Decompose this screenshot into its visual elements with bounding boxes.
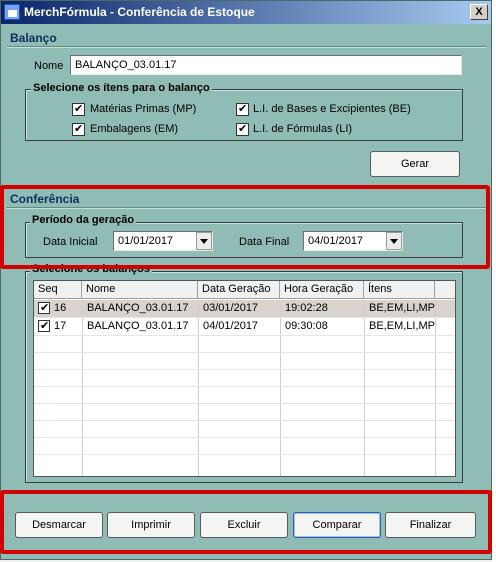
li-checkbox[interactable] bbox=[236, 123, 249, 136]
desmarcar-label: Desmarcar bbox=[32, 519, 86, 531]
grid-line bbox=[34, 420, 455, 421]
grid-line bbox=[34, 369, 455, 370]
grid-header bbox=[34, 281, 455, 299]
grid-line bbox=[198, 300, 199, 476]
row-hora: 09:30:08 bbox=[285, 320, 328, 332]
buttons-highlight-box bbox=[0, 490, 492, 554]
grid-line bbox=[34, 352, 455, 353]
balanco-header: Balanço bbox=[10, 31, 57, 45]
col-itens-header[interactable]: Ítens bbox=[364, 281, 435, 299]
periodo-group-title: Período da geração bbox=[32, 214, 135, 226]
col-hora-header[interactable]: Hora Geração bbox=[280, 281, 364, 299]
row-itens: BE,EM,LI,MP bbox=[369, 302, 436, 314]
row-nome: BALANÇO_03.01.17 bbox=[87, 302, 189, 314]
em-label: Embalagens (EM) bbox=[90, 123, 179, 135]
col-nome-header[interactable]: Nome bbox=[82, 281, 198, 299]
mp-label: Matérias Primas (MP) bbox=[90, 103, 197, 115]
row-seq: 16 bbox=[54, 302, 67, 314]
title-bar[interactable] bbox=[1, 1, 491, 24]
app-icon bbox=[4, 4, 20, 20]
grid-line bbox=[34, 454, 455, 455]
data-inicial-value: 01/01/2017 bbox=[118, 235, 174, 247]
row-checkbox[interactable] bbox=[38, 320, 50, 332]
data-final-label: Data Final bbox=[239, 236, 290, 248]
excluir-label: Excluir bbox=[227, 519, 261, 531]
gerar-label: Gerar bbox=[400, 158, 430, 170]
row-checkbox[interactable] bbox=[38, 302, 50, 314]
conferencia-header: Conferência bbox=[10, 192, 80, 206]
balanco-divider bbox=[7, 46, 487, 48]
nome-input[interactable]: BALANÇO_03.01.17 bbox=[70, 55, 462, 75]
finalizar-label: Finalizar bbox=[409, 519, 452, 531]
data-inicial-label: Data Inicial bbox=[43, 236, 98, 248]
window-title: MerchFórmula - Conferência de Estoque bbox=[24, 5, 255, 19]
row-nome: BALANÇO_03.01.17 bbox=[87, 320, 189, 332]
grid-line bbox=[34, 403, 455, 404]
grid-line bbox=[435, 300, 436, 476]
imprimir-label: Imprimir bbox=[131, 519, 171, 531]
grid-line bbox=[34, 317, 455, 318]
li-label: L.I. de Fórmulas (LI) bbox=[253, 123, 353, 135]
balancos-group-title: Selecione os balanços bbox=[32, 263, 150, 275]
be-label: L.I. de Bases e Excipientes (BE) bbox=[253, 103, 411, 115]
data-final-value: 04/01/2017 bbox=[308, 235, 364, 247]
items-group-title: Selecione os ítens para o balanço bbox=[33, 82, 210, 94]
table-row[interactable] bbox=[34, 318, 455, 335]
em-checkbox[interactable] bbox=[72, 123, 85, 136]
grid-line bbox=[280, 300, 281, 476]
nome-label: Nome bbox=[34, 60, 64, 72]
conferencia-highlight-box bbox=[0, 185, 490, 269]
row-hora: 19:02:28 bbox=[285, 302, 328, 314]
background-window bbox=[492, 0, 496, 562]
grid-line bbox=[34, 386, 455, 387]
comparar-label: Comparar bbox=[312, 519, 362, 531]
table-row[interactable] bbox=[34, 300, 455, 317]
balancos-grid[interactable] bbox=[33, 280, 456, 477]
grid-line bbox=[34, 437, 455, 438]
be-checkbox[interactable] bbox=[236, 103, 249, 116]
col-data-header[interactable]: Data Geração bbox=[198, 281, 280, 299]
grid-line bbox=[82, 300, 83, 476]
grid-line bbox=[364, 300, 365, 476]
gerar-button[interactable] bbox=[370, 151, 460, 177]
row-data: 03/01/2017 bbox=[203, 302, 259, 314]
close-button[interactable]: X bbox=[470, 4, 488, 20]
row-itens: BE,EM,LI,MP bbox=[369, 320, 436, 332]
col-seq-header[interactable]: Seq bbox=[34, 281, 82, 299]
mp-checkbox[interactable] bbox=[72, 103, 85, 116]
row-seq: 17 bbox=[54, 320, 67, 332]
row-data: 04/01/2017 bbox=[203, 320, 259, 332]
grid-line bbox=[34, 335, 455, 336]
